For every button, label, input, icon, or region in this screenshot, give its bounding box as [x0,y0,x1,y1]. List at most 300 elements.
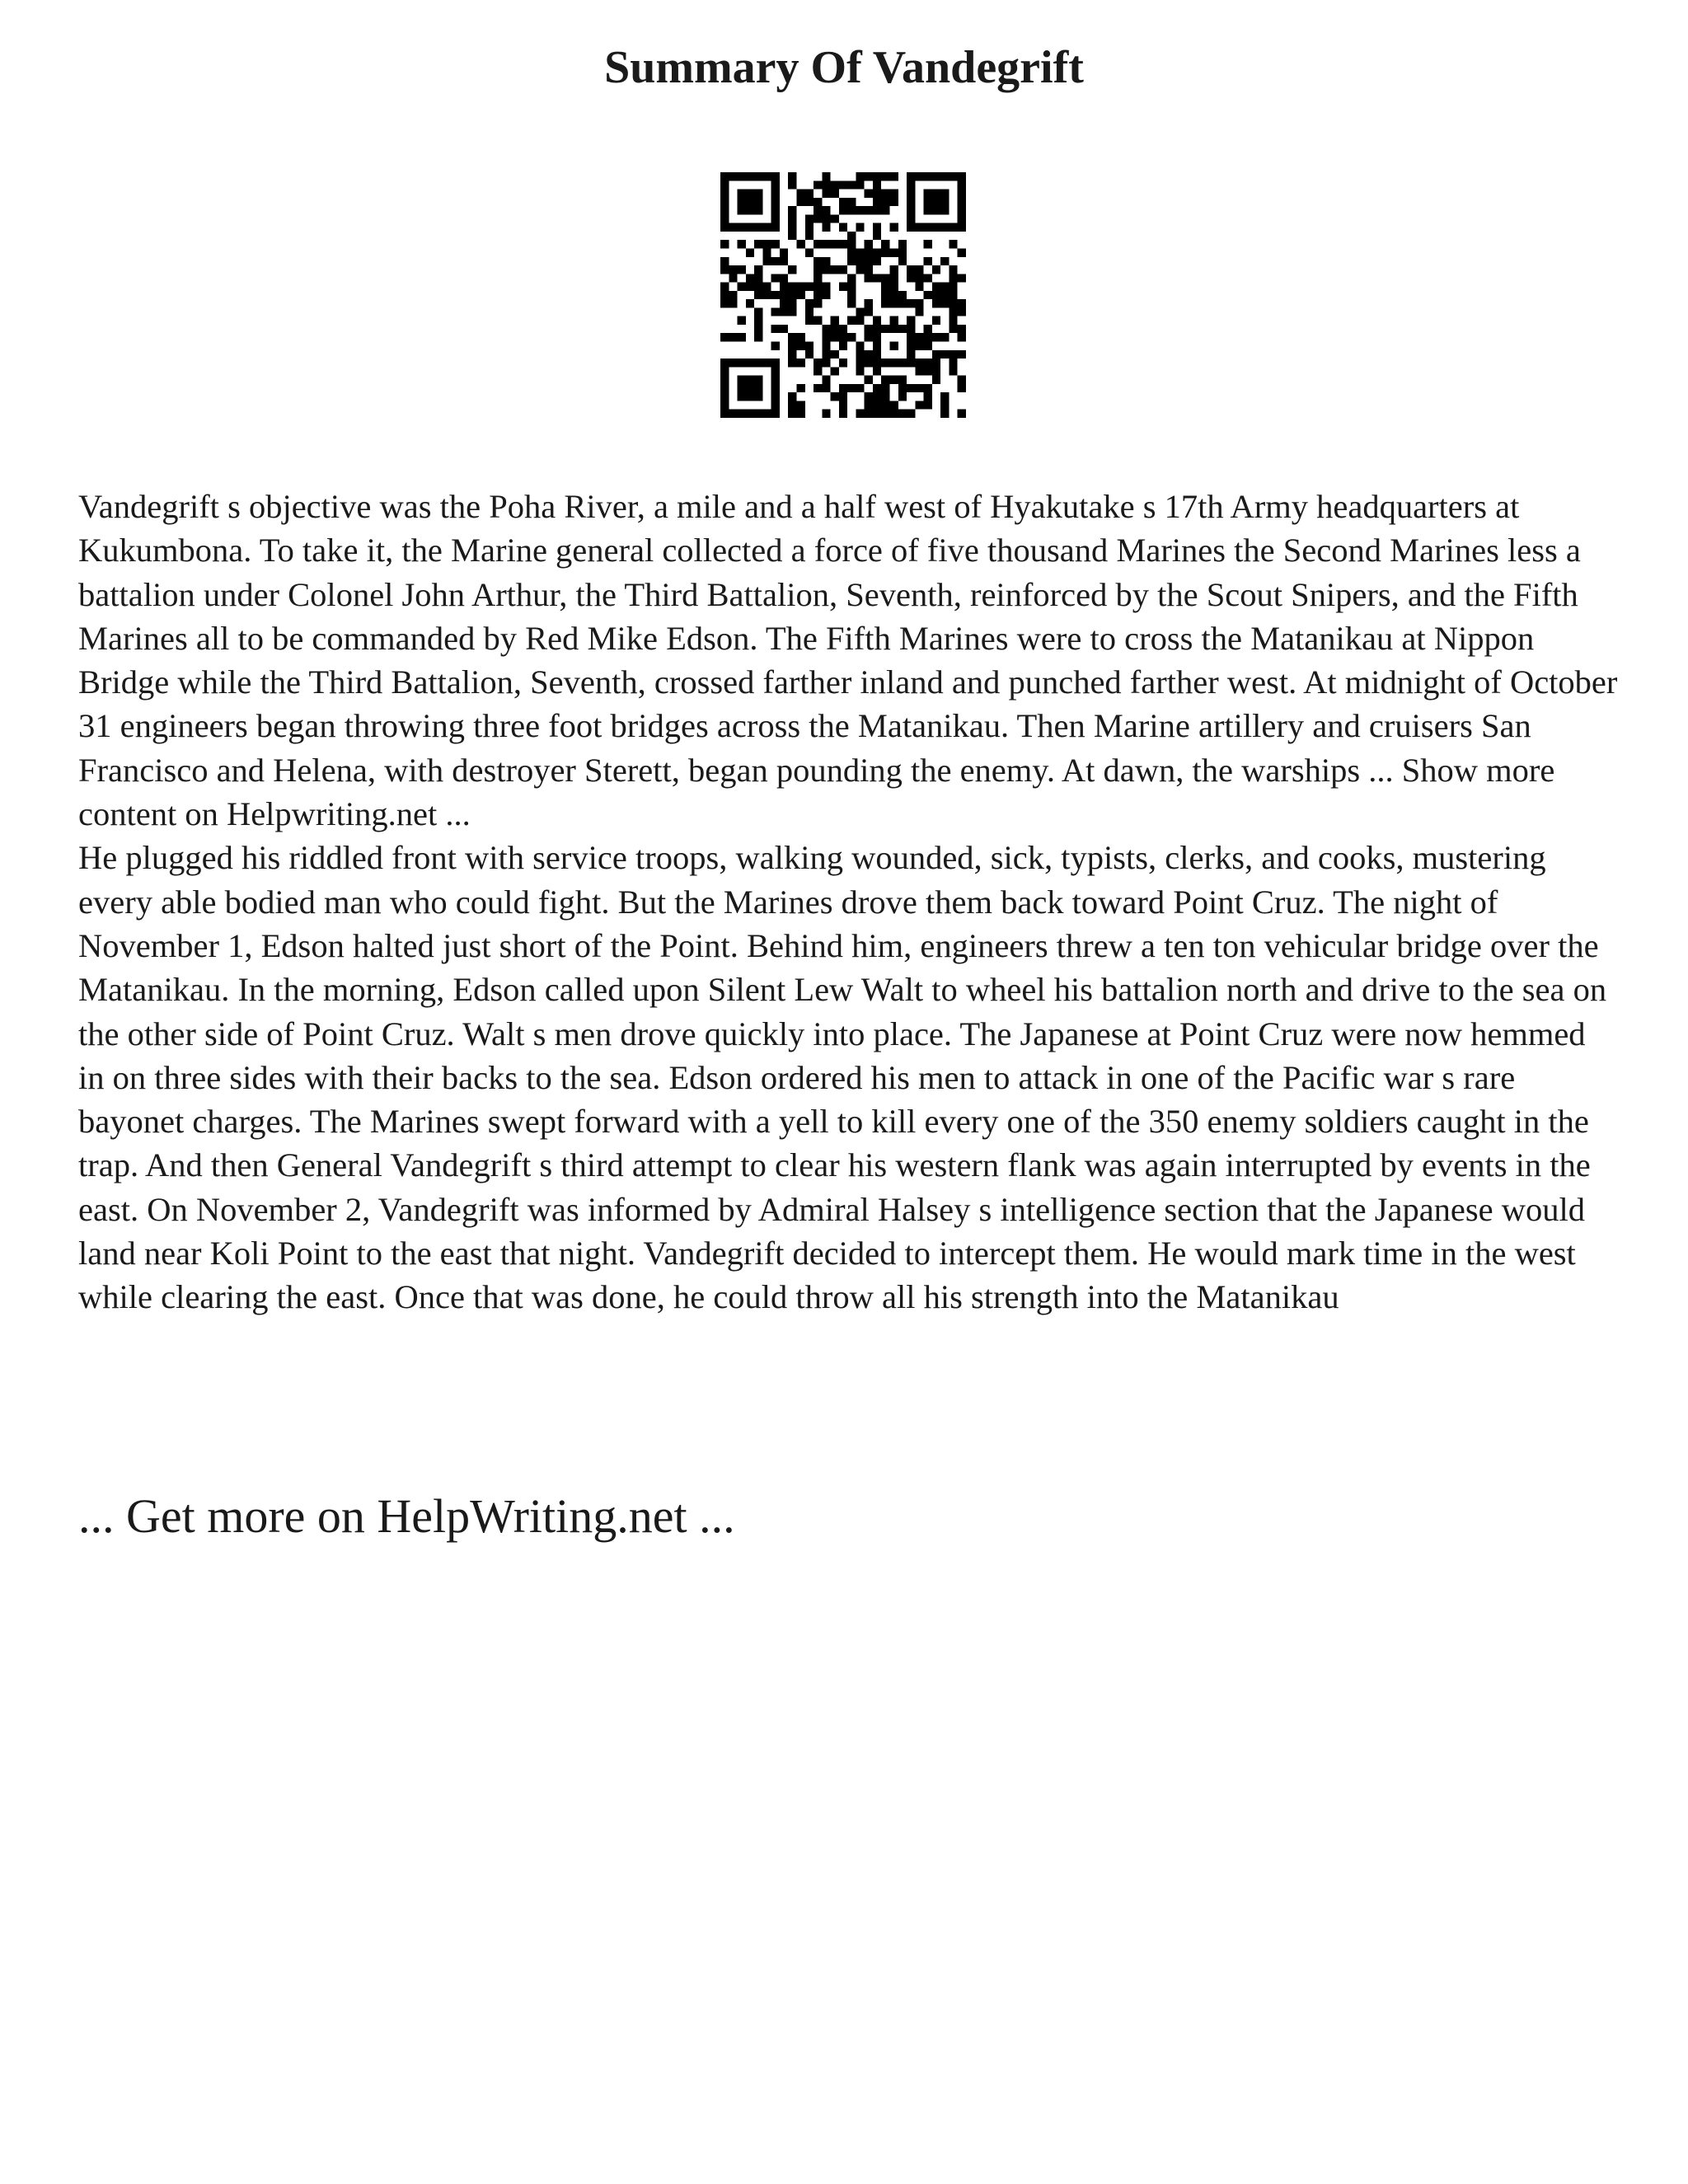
qr-module [940,291,949,299]
qr-module [856,410,864,418]
qr-module [856,257,864,265]
qr-module [890,299,898,307]
qr-module [890,410,898,418]
qr-module [949,172,957,180]
qr-module [898,291,907,299]
qr-module [865,392,873,401]
qr-module [746,376,754,384]
qr-module [754,198,762,206]
qr-module [780,325,788,333]
qr-module [873,274,881,282]
qr-module [805,299,814,307]
qr-module [958,325,966,333]
qr-module [839,392,847,401]
qr-module [847,283,856,291]
qr-module [788,410,796,418]
qr-module [822,180,830,189]
qr-module [873,350,881,359]
qr-module [847,333,856,341]
qr-module [720,172,729,180]
qr-module [907,333,915,341]
qr-module [881,376,889,384]
qr-module [796,359,804,367]
qr-module [814,274,822,282]
qr-module [754,240,762,248]
qr-module [738,359,746,367]
qr-module [856,180,864,189]
qr-module [924,401,932,409]
qr-module [788,223,796,232]
qr-module [865,240,873,248]
qr-module [788,232,796,240]
qr-module [881,283,889,291]
get-more-link[interactable]: ... Get more on HelpWriting.net ... [78,1489,735,1543]
qr-module [746,384,754,392]
qr-module [754,392,762,401]
qr-module [881,299,889,307]
qr-module [958,223,966,232]
qr-module [729,333,737,341]
qr-module [780,283,788,291]
qr-module [940,172,949,180]
qr-module [738,172,746,180]
qr-module [805,214,814,223]
qr-module [839,240,847,248]
qr-module [720,367,729,375]
qr-module [746,274,754,282]
qr-module [958,206,966,214]
qr-module [865,172,873,180]
qr-module [958,190,966,198]
qr-module [771,223,780,232]
qr-module [738,333,746,341]
qr-module [915,384,923,392]
qr-module [881,240,889,248]
qr-module [873,392,881,401]
qr-module [865,307,873,316]
qr-module [856,223,864,232]
qr-module [932,333,940,341]
qr-module [856,342,864,350]
qr-module [940,392,949,401]
paragraph-2: He plugged his riddled front with service troops, walking wounded, sick, typists, clerks, and cooks, mustering every able bodied man who could fight. But the Marines drove them back toward Point Cruz. The night of November 1, Edson halted just short of the Point. Behind him, engineers threw a ten ton vehicular bridge over the Matanikau. In the morning, Edson called upon Silent Lew Walt to wheel his battalion north and drive to the sea on the other side of Point Cruz. Walt s men drove quickly into place. The Japanese at Point Cruz were now hemmed in on three sides with their backs to the sea. Edson ordered his men to attack in one of the Pacific war s rare bayonet charges. The Marines swept forward with a yell to kill every one of the 350 enemy soldiers caught in the trap. And then General Vandegrift s third attempt to clear his western flank was again interrupted by events in the east. On November 2, Vandegrift was informed by Admiral Halsey s intelligence section that the Japanese would land near Koli Point to the east that night. Vandegrift decided to intercept them. He would mark time in the west while clearing the east. Once that was done, he could throw all his strength into the Matanikau [78,839,1607,1316]
qr-module [822,172,830,180]
qr-module [720,384,729,392]
qr-module [924,291,932,299]
qr-module [890,325,898,333]
qr-module [754,384,762,392]
qr-module [881,190,889,198]
qr-module [754,274,762,282]
qr-module [805,232,814,240]
qr-module [754,359,762,367]
qr-module [814,180,822,189]
qr-module [932,190,940,198]
qr-module [822,240,830,248]
qr-module [949,291,957,299]
qr-module [839,265,847,274]
qr-module [915,307,923,316]
qr-module [771,190,780,198]
qr-module [881,325,889,333]
qr-module [856,172,864,180]
qr-module [865,333,873,341]
qr-module [729,172,737,180]
qr-module [881,198,889,206]
qr-module [839,283,847,291]
qr-module [915,367,923,375]
qr-module [856,384,864,392]
qr-module [762,223,771,232]
qr-module [865,265,873,274]
qr-module [771,206,780,214]
qr-code-graphic [720,172,966,418]
qr-module [949,367,957,375]
qr-module [796,410,804,418]
qr-module [814,359,822,367]
qr-module [915,299,923,307]
qr-module [847,206,856,214]
qr-module [788,392,796,401]
article-body [78,485,1620,1319]
qr-module [822,291,830,299]
qr-module [746,359,754,367]
qr-module [746,283,754,291]
qr-module [754,206,762,214]
qr-module [822,223,830,232]
qr-module [958,214,966,223]
qr-module [873,180,881,189]
qr-module [847,248,856,256]
qr-module [932,223,940,232]
qr-module [881,410,889,418]
qr-module [822,214,830,223]
qr-module [873,257,881,265]
qr-module [796,401,804,409]
qr-module [771,240,780,248]
qr-module [822,206,830,214]
qr-module [738,392,746,401]
qr-module [890,223,898,232]
qr-module [847,180,856,189]
qr-module [754,265,762,274]
qr-module [932,316,940,325]
qr-module [847,291,856,299]
qr-module [771,214,780,223]
qr-module [924,240,932,248]
qr-module [720,198,729,206]
qr-module [831,240,839,248]
qr-module [873,333,881,341]
qr-module [907,359,915,367]
qr-module [924,190,932,198]
qr-module [788,350,796,359]
qr-module [720,359,729,367]
qr-module [898,299,907,307]
qr-module [856,206,864,214]
qr-module [720,180,729,189]
qr-module [738,265,746,274]
qr-module [746,190,754,198]
qr-module [958,180,966,189]
qr-module [890,316,898,325]
qr-module [915,342,923,350]
qr-module [847,232,856,240]
qr-module [796,240,804,248]
qr-module [915,265,923,274]
qr-module [949,240,957,248]
qr-module [754,325,762,333]
qr-module [873,325,881,333]
qr-module [847,384,856,392]
qr-module [814,214,822,223]
qr-module [771,257,780,265]
qr-module [720,283,729,291]
qr-module [831,190,839,198]
qr-module [831,392,839,401]
qr-module [771,180,780,189]
qr-module [915,401,923,409]
qr-module [771,198,780,206]
qr-module [898,410,907,418]
qr-module [907,299,915,307]
qr-module [814,206,822,214]
qr-module [729,359,737,367]
qr-module [788,180,796,189]
qr-module [771,291,780,299]
qr-module [940,206,949,214]
qr-module [898,359,907,367]
qr-module [746,206,754,214]
qr-module [873,384,881,392]
qr-module [822,333,830,341]
qr-module [780,248,788,256]
qr-module [805,350,814,359]
qr-module [924,359,932,367]
qr-module [754,376,762,384]
qr-module [762,248,771,256]
qr-module [796,342,804,350]
qr-module [788,206,796,214]
qr-module [856,248,864,256]
qr-module [915,274,923,282]
qr-module [729,291,737,299]
qr-module [865,248,873,256]
qr-module [754,333,762,341]
qr-module [746,172,754,180]
qr-module [949,359,957,367]
qr-module [738,198,746,206]
qr-module [814,291,822,299]
qr-module [932,172,940,180]
qr-module [720,206,729,214]
qr-module [738,376,746,384]
qr-module [720,410,729,418]
qr-module [949,283,957,291]
qr-module [805,198,814,206]
qr-module [762,359,771,367]
qr-module [932,265,940,274]
qr-module [890,401,898,409]
qr-module [788,307,796,316]
qr-module [890,265,898,274]
qr-module [932,367,940,375]
qr-module [746,410,754,418]
qr-module [805,316,814,325]
qr-module [907,274,915,282]
qr-module [822,384,830,392]
qr-module [856,350,864,359]
qr-module [771,307,780,316]
qr-module [847,316,856,325]
qr-module [881,359,889,367]
qr-module [932,283,940,291]
qr-module [940,198,949,206]
qr-module [932,376,940,384]
qr-module [814,316,822,325]
qr-module [720,265,729,274]
qr-module [907,206,915,214]
qr-module [762,291,771,299]
qr-module [788,342,796,350]
qr-module [890,248,898,256]
qr-module [788,172,796,180]
qr-module [780,257,788,265]
qr-module [839,333,847,341]
qr-module [958,384,966,392]
qr-module [932,198,940,206]
qr-module [940,283,949,291]
qr-module [924,325,932,333]
qr-module [865,376,873,384]
qr-module [949,325,957,333]
qr-module [873,190,881,198]
qr-module [907,265,915,274]
qr-module [915,283,923,291]
qr-module [847,299,856,307]
qr-module [738,316,746,325]
qr-module [720,190,729,198]
qr-module [873,232,881,240]
qr-module [907,316,915,325]
qr-module [788,359,796,367]
qr-module [814,367,822,375]
qr-module [720,392,729,401]
qr-module [865,350,873,359]
qr-module [754,172,762,180]
qr-module [771,401,780,409]
qr-module [856,265,864,274]
qr-module [746,299,754,307]
qr-module [881,291,889,299]
qr-module [822,350,830,359]
qr-module [932,291,940,299]
qr-module [822,265,830,274]
qr-module [924,367,932,375]
qr-module [754,283,762,291]
qr-module [822,410,830,418]
qr-module [915,359,923,367]
qr-module [796,283,804,291]
qr-module [771,376,780,384]
qr-module [831,333,839,341]
qr-module [940,190,949,198]
qr-module [940,350,949,359]
qr-module [822,190,830,198]
qr-module [881,392,889,401]
qr-module [831,180,839,189]
qr-module [729,223,737,232]
qr-module [788,265,796,274]
qr-module [814,299,822,307]
qr-module [822,257,830,265]
qr-module [865,401,873,409]
qr-module [865,257,873,265]
qr-module [907,190,915,198]
qr-module [924,206,932,214]
qr-module [720,376,729,384]
qr-module [949,307,957,316]
qr-module [890,283,898,291]
qr-module [754,307,762,316]
qr-module [738,223,746,232]
qr-module [839,206,847,214]
qr-module [839,410,847,418]
qr-code-icon [720,172,966,418]
qr-module [958,350,966,359]
qr-module [949,265,957,274]
qr-module [873,316,881,325]
qr-module [949,350,957,359]
qr-module [907,172,915,180]
qr-module [720,257,729,265]
qr-module [814,384,822,392]
qr-module [873,367,881,375]
qr-module [890,359,898,367]
qr-module [915,172,923,180]
qr-module [940,223,949,232]
qr-module [788,291,796,299]
qr-module [788,299,796,307]
qr-module [958,307,966,316]
qr-module [924,392,932,401]
qr-module [839,325,847,333]
qr-module [924,223,932,232]
qr-module [898,392,907,401]
qr-module [907,342,915,350]
qr-module [881,172,889,180]
qr-module [754,223,762,232]
qr-module [754,291,762,299]
qr-module [940,410,949,418]
qr-module [720,240,729,248]
qr-module [738,190,746,198]
qr-module [814,283,822,291]
qr-module [890,376,898,384]
qr-module [796,198,804,206]
qr-module [924,257,932,265]
paragraph-1: Vandegrift s objective was the Poha River, a mile and a half west of Hyakutake s 17th Army headquarters at Kukumbona. To take it, the Marine general collected a force of five thousand Marines the Second Marines less a battalion under Colonel John Arthur, the Third Battalion, Seventh, reinforced by the Scout Snipers, and the Fifth Marines all to be commanded by Red Mike Edson. The Fifth Marines were to cross the Matanikau at Nippon Bridge while the Third Battalion, Seventh, crossed farther inland and punched farther west. At midnight of October 31 engineers began throwing three foot bridges across the Matanikau. Then Marine artillery and cruisers San Francisco and Helena, with destroyer Sterett, began pounding the enemy. At dawn, the warships ... Show more content on Helpwriting.net ... [78,488,1618,833]
qr-module [890,342,898,350]
qr-module [814,265,822,274]
qr-module [881,248,889,256]
qr-module [949,223,957,232]
qr-module [805,342,814,350]
qr-module [881,274,889,282]
qr-module [865,206,873,214]
qr-module [898,325,907,333]
qr-module [746,223,754,232]
